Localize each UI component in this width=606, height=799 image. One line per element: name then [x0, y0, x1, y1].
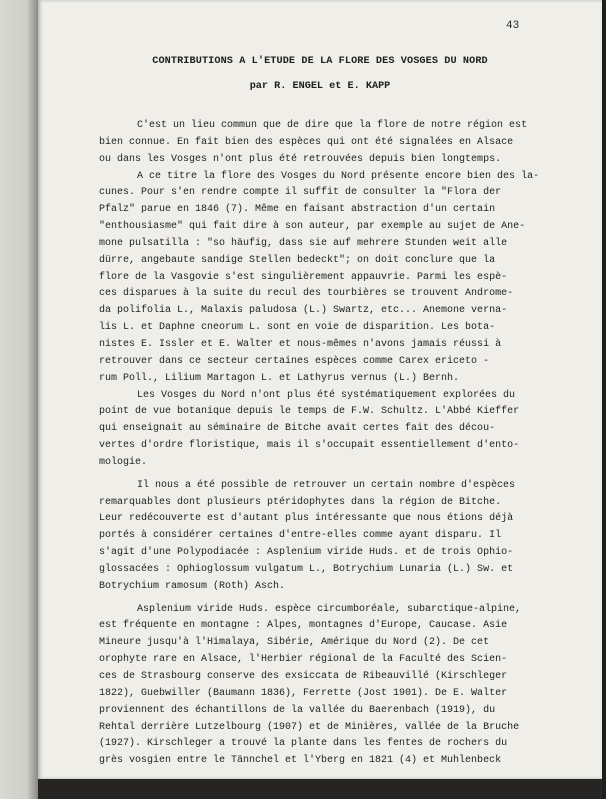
text-line: glossacées : Ophioglossum vulgatum L., Botrychium Lunaria (L.) Sw. et: [99, 563, 514, 575]
text-line: Botrychium ramosum (Roth) Asch.: [99, 580, 286, 592]
text-line: bien connue. En fait bien des espèces qui ont été signalées en Alsace: [99, 136, 514, 148]
text-line: "enthousiasme" qui fait dire à son auteur, par exemple au sujet de Ane-: [99, 221, 526, 233]
text-line: qui enseignait au séminaire de Bitche avait certes fait des décou-: [99, 423, 496, 435]
text-line: mologie.: [99, 456, 148, 468]
article-title: CONTRIBUTIONS A L'ETUDE DE LA FLORE DES VOSGES DU NORD: [152, 56, 488, 67]
text-line: mone pulsatilla : "so häufig, dass sie auf mehrere Stunden weit alle: [99, 237, 508, 249]
right-scan-edge: [602, 0, 606, 799]
text-line: Leur redécouverte est d'autant plus intéressante que nous étions déjà: [99, 513, 514, 525]
text-line: ou dans les Vosges n'ont plus été retrouvées depuis bien longtemps.: [99, 153, 502, 165]
text-line: dürre, angebaute sandige Stellen bedeckt"; on doit conclure que la: [99, 254, 496, 266]
text-line: remarquables dont plusieurs ptéridophytes dans la région de Bitche.: [99, 496, 502, 508]
text-line: point de vue botanique depuis le temps de F.W. Schultz. L'Abbé Kieffer: [99, 406, 520, 418]
text-line: Les Vosges du Nord n'ont plus été systématiquement explorées du: [137, 389, 516, 401]
left-page-edge: [0, 0, 38, 799]
text-line: vertes d'ordre floristique, mais il s'occupait essentiellement d'ento-: [99, 440, 520, 452]
text-line: Rehtal derrière Lutzelbourg (1907) et de Minières, vallée de la Bruche: [99, 721, 520, 733]
text-line: proviennent des échantillons de la vallée du Baerenbach (1919), du: [99, 704, 496, 716]
text-line: 1822), Guebwiller (Baumann 1836), Ferrette (Jost 1901). De E. Walter: [99, 687, 508, 699]
text-line: (1927). Kirschleger a trouvé la plante dans les fentes de rochers du: [99, 738, 508, 750]
text-line: Pfalz" parue en 1846 (7). Même en faisant abstraction d'un certain: [99, 204, 496, 216]
text-line: C'est un lieu commun que de dire que la flore de notre région est: [137, 120, 528, 131]
text-line: retrouver dans ce secteur certaines espèces comme Carex ericeto -: [99, 355, 490, 367]
page-number: 43: [506, 20, 520, 32]
bottom-scan-shadow: [38, 779, 606, 799]
text-line: cunes. Pour s'en rendre compte il suffit de consulter la "Flora der: [99, 187, 502, 199]
text-line: lis L. et Daphne cneorum L. sont en voie de disparition. Les bota-: [99, 322, 496, 334]
text-line: s'agit d'une Polypodiacée : Asplenium viride Huds. et de trois Ophio-: [99, 547, 514, 559]
text-line: portés à considérer certaines d'entre-elles comme ayant disparu. Il: [99, 530, 502, 542]
document-page: [38, 0, 602, 779]
text-line: est fréquente en montagne : Alpes, montagnes d'Europe, Caucase. Asie: [99, 620, 508, 632]
text-line: Mineure jusqu'à l'Himalaya, Sibérie, Amérique du Nord (2). De cet: [99, 637, 490, 649]
article-body: [97, 118, 581, 770]
text-line: rum Poll., Lilium Martagon L. et Lathyrus vernus (L.) Bernh.: [99, 372, 460, 384]
text-line: A ce titre la flore des Vosges du Nord présente encore bien des la-: [137, 170, 540, 182]
text-line: Asplenium viride Huds. espèce circumboréale, subarctique-alpine,: [137, 603, 522, 615]
text-line: ces de Strasbourg conserve des exsiccata de Ribeauvillé (Kirschleger: [99, 671, 508, 682]
article-authors: par R. ENGEL et E. KAPP: [249, 81, 391, 92]
text-line: Il nous a été possible de retrouver un certain nombre d'espèces: [137, 479, 516, 491]
text-line: flore de la Vasgovie s'est singulièrement appauvrie. Parmi les espè-: [99, 271, 508, 283]
text-line: grès vosgien entre le Tännchel et l'Yberg en 1821 (4) et Muhlenbeck: [99, 755, 502, 767]
text-line: da polifolia L., Malaxis paludosa (L.) Swartz, etc... Anemone verna-: [99, 305, 508, 317]
text-line: nistes E. Issler et E. Walter et nous-mêmes n'avons jamais réussi à: [99, 338, 502, 350]
text-line: ces disparues à la suite du recul des tourbières se trouvent Androme-: [99, 288, 514, 300]
text-line: orophyte rare en Alsace, l'Herbier régional de la Faculté des Scien-: [99, 654, 508, 666]
